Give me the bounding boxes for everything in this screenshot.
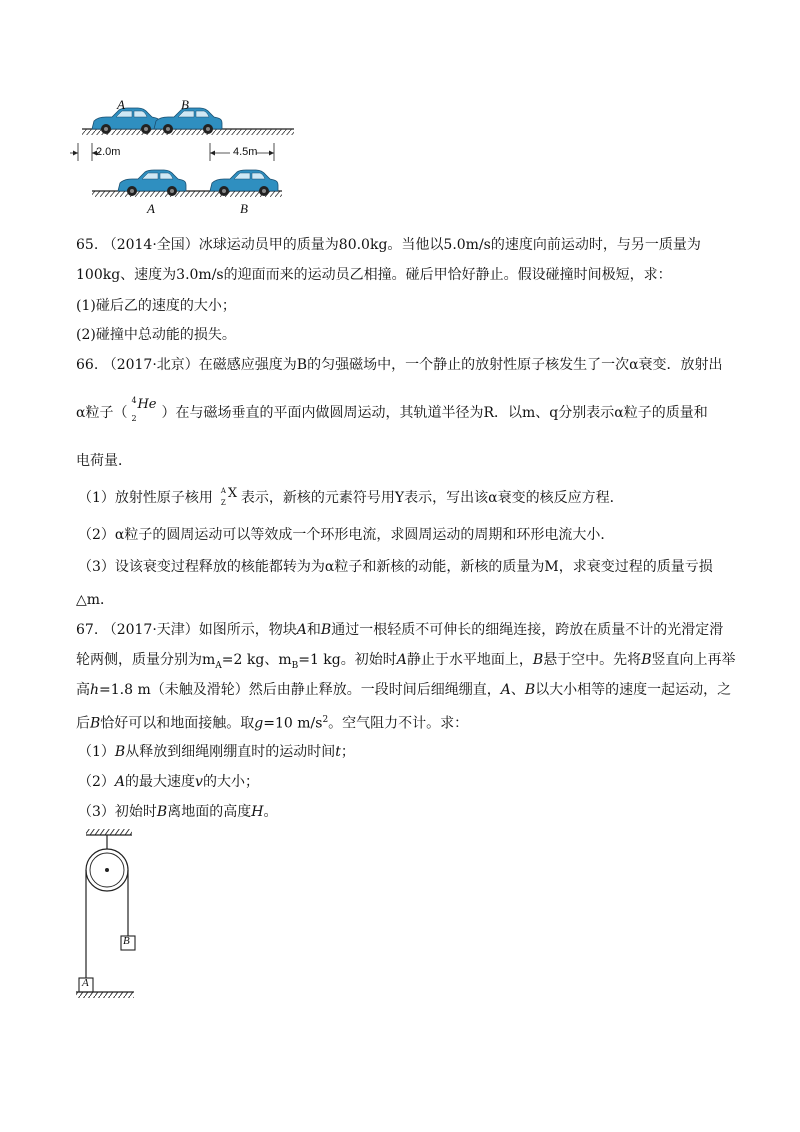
- q66-line-1: 66. （2017·北京）在磁感应强度为B的匀强磁场中，一个静止的放射性原子核发生了一次α衰变．放射出: [76, 357, 723, 373]
- car-a-bottom-label: A: [147, 201, 155, 216]
- q66-sub-3-cont: △m．: [76, 592, 115, 608]
- q65-sub-1: (1)碰后乙的速度的大小；: [76, 298, 236, 314]
- q67-sub-3: （3）初始时B离地面的高度H。: [78, 804, 278, 820]
- q66-sub-2: （2）α粒子的圆周运动可以等效成一个环形电流，求圆周运动的周期和环形电流大小．: [78, 527, 615, 543]
- q65-line-2: 100kg、速度为3.0m/s的迎面而来的运动员乙相撞。碰后甲恰好静止。假设碰撞时间极短，求：: [76, 267, 672, 283]
- q67-sub-2: （2）A的最大速度v的大小；: [78, 774, 259, 790]
- car-a-top-label: A: [117, 97, 125, 112]
- q66-sub-3: （3）设该衰变过程释放的核能都转为为α粒子和新核的动能，新核的质量为M，求衰变过程的质量亏损: [78, 559, 713, 575]
- q67-line-2: 轮两侧，质量分别为$m_A=2$ kg、$m_B=1$ kg。初始时A静止于水平地面上，B悬于空中。先将B竖直向上再举: [76, 652, 736, 671]
- q66-line-2: α粒子（ 4 2 He ）在与磁场垂直的平面内做圆周运动，其轨道半径为R．以m、q分别表示α粒子的质量和: [76, 396, 708, 423]
- distance-4-5m-label: 4.5m: [233, 146, 258, 158]
- q65-line-1: 65. （2014·全国）冰球运动员甲的质量为80.0kg。当他以5.0m/s的速度向前运动时，与另一质量为: [76, 237, 701, 253]
- block-b-label: B: [123, 935, 130, 947]
- q65-sub-2: (2)碰撞中总动能的损失。: [76, 327, 236, 343]
- car-b-top-label: B: [181, 97, 189, 112]
- q66-sub-1: （1）放射性原子核用 A Z X 表示，新核的元素符号用Y表示，写出该α衰变的核反应方程．: [78, 486, 624, 507]
- distance-2m-label: 2.0m: [96, 146, 121, 158]
- q67-sub-1: （1）B从释放到细绳刚绷直时的运动时间t；: [78, 744, 355, 760]
- car-b-bottom-label: B: [240, 201, 248, 216]
- pulley-figure: [70, 828, 150, 1018]
- q67-line-1: 67. （2017·天津）如图所示，物块A和B通过一根轻质不可伸长的细绳连接，跨放在质量不计的光滑定滑: [76, 622, 724, 638]
- q67-line-3: 高h=1.8 m（未触及滑轮）然后由静止释放。一段时间后细绳绷直，A、B以大小相等的速度一起运动，之: [76, 682, 732, 698]
- helium-symbol: 4 2 He: [131, 396, 157, 423]
- q66-line-3: 电荷量．: [76, 453, 132, 469]
- cars-figure: [70, 95, 310, 225]
- q67-line-4: 后B恰好可以和地面接触。取g=10 $m/s^2$。空气阻力不计。求：: [76, 715, 469, 732]
- nuclide-x-symbol: A Z X: [220, 486, 238, 507]
- block-a-label: A: [82, 977, 89, 989]
